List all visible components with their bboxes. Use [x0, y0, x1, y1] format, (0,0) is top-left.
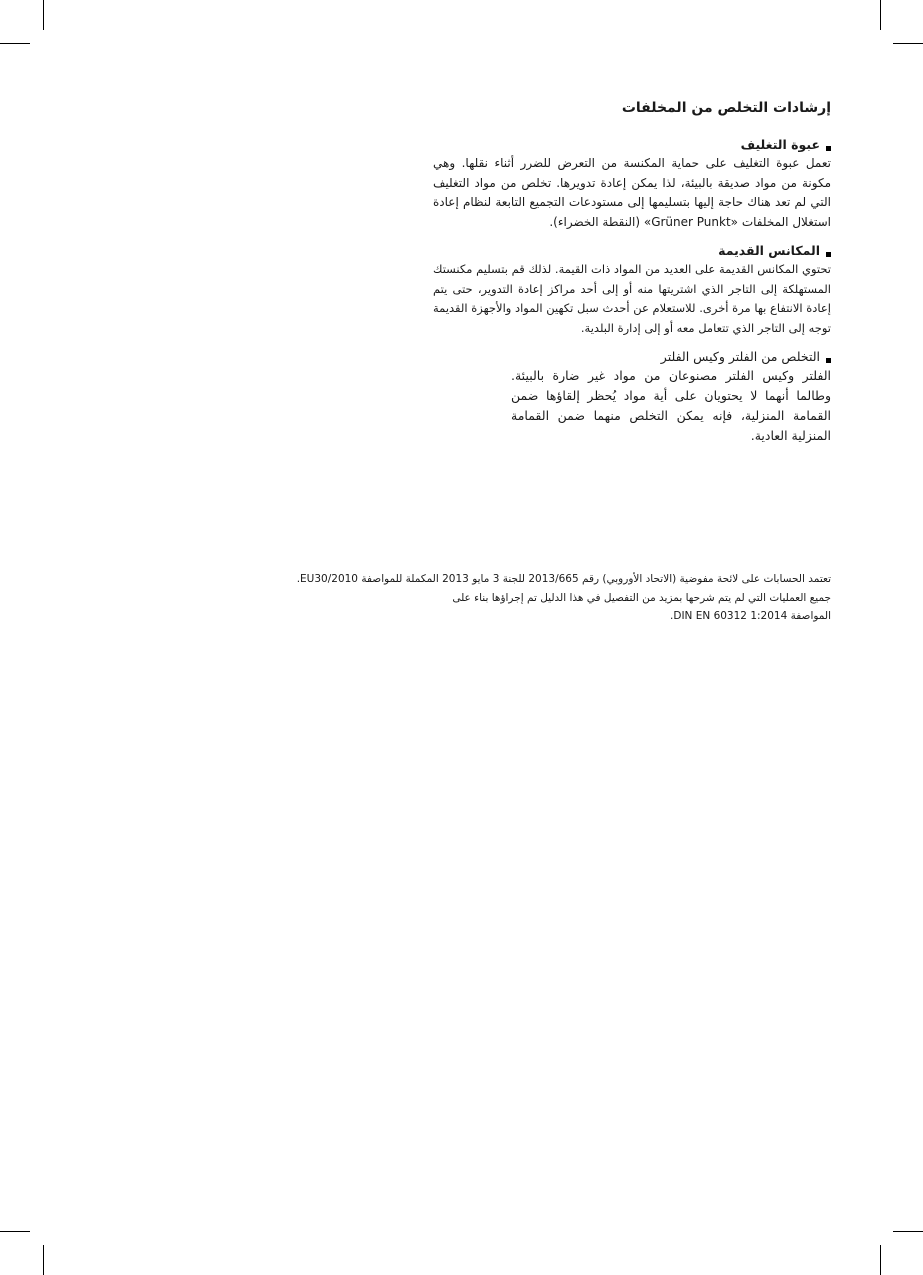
crop-mark: [880, 0, 881, 30]
footnote-line: جميع العمليات التي لم يتم شرحها بمزيد من التفصيل في هذا الدليل تم إجراؤها بناء على: [452, 591, 831, 604]
section-filter-disposal: [511, 348, 831, 446]
crop-mark: [0, 1231, 30, 1232]
crop-mark: [893, 43, 923, 44]
section-body: تحتوي المكانس القديمة على العديد من المواد ذات القيمة. لذلك قم بتسليم مكنستك المستهلكة إلى التاجر الذي اشتريتها منه أو إلى أحد مراكز إعادة التدوير، حتى يتم إعادة الانتفاع بها مرة أخرى. للاستعلام عن أحدث سبل تكهين المواد والأجهزة القديمة توجه إلى التاجر الذي تتعامل معه أو إلى إدارة البلدية.: [433, 262, 831, 335]
section-old-appliances: [433, 242, 831, 338]
footnote: [286, 570, 831, 626]
section-heading-text: المكانس القديمة: [718, 243, 820, 258]
section-heading-text: عبوة التغليف: [740, 137, 820, 152]
footnote-line: تعتمد الحسابات على لائحة مفوضية (الاتحاد الأوروبي) رقم 2013/665 للجنة 3 مايو 2013 المكملة للمواصفة EU30/2010.: [296, 573, 831, 585]
section-body: الفلتر وكيس الفلتر مصنوعان من مواد غير ضارة بالبيئة. وطالما أنهما لا يحتويان على أية مواد يُحظر إلقاؤها ضمن القمامة المنزلية، فإنه يمكن التخلص منهما ضمن القمامة المنزلية العادية.: [511, 368, 831, 443]
crop-mark: [0, 43, 30, 44]
section-heading: [433, 242, 831, 260]
section-body: تعمل عبوة التغليف على حماية المكنسة من التعرض للضرر أثناء نقلها. وهي مكونة من مواد صديقة بالبيئة، لذا يمكن إعادة تدويرها. تخلص من مواد التغليف التي لم تعد هناك حاجة إليها بتسليمها إلى مستودعات التجميع التابعة لنظام إعادة استغلال المخلفات «Grüner Punkt» (النقطة الخضراء).: [433, 156, 831, 229]
bullet-icon: [826, 252, 831, 257]
section-heading: [511, 348, 831, 366]
page-title: إرشادات التخلص من المخلفات: [621, 100, 831, 116]
bullet-icon: [826, 146, 831, 151]
crop-mark: [880, 1245, 881, 1275]
section-heading: [433, 136, 831, 154]
crop-mark: [43, 1245, 44, 1275]
footnote-line: المواصفة DIN EN 60312 1:2014.: [670, 610, 831, 622]
section-heading-text: التخلص من الفلتر وكيس الفلتر: [660, 349, 820, 364]
crop-mark: [893, 1231, 923, 1232]
bullet-icon: [826, 358, 831, 363]
section-packaging: [433, 136, 831, 232]
crop-mark: [43, 0, 44, 30]
